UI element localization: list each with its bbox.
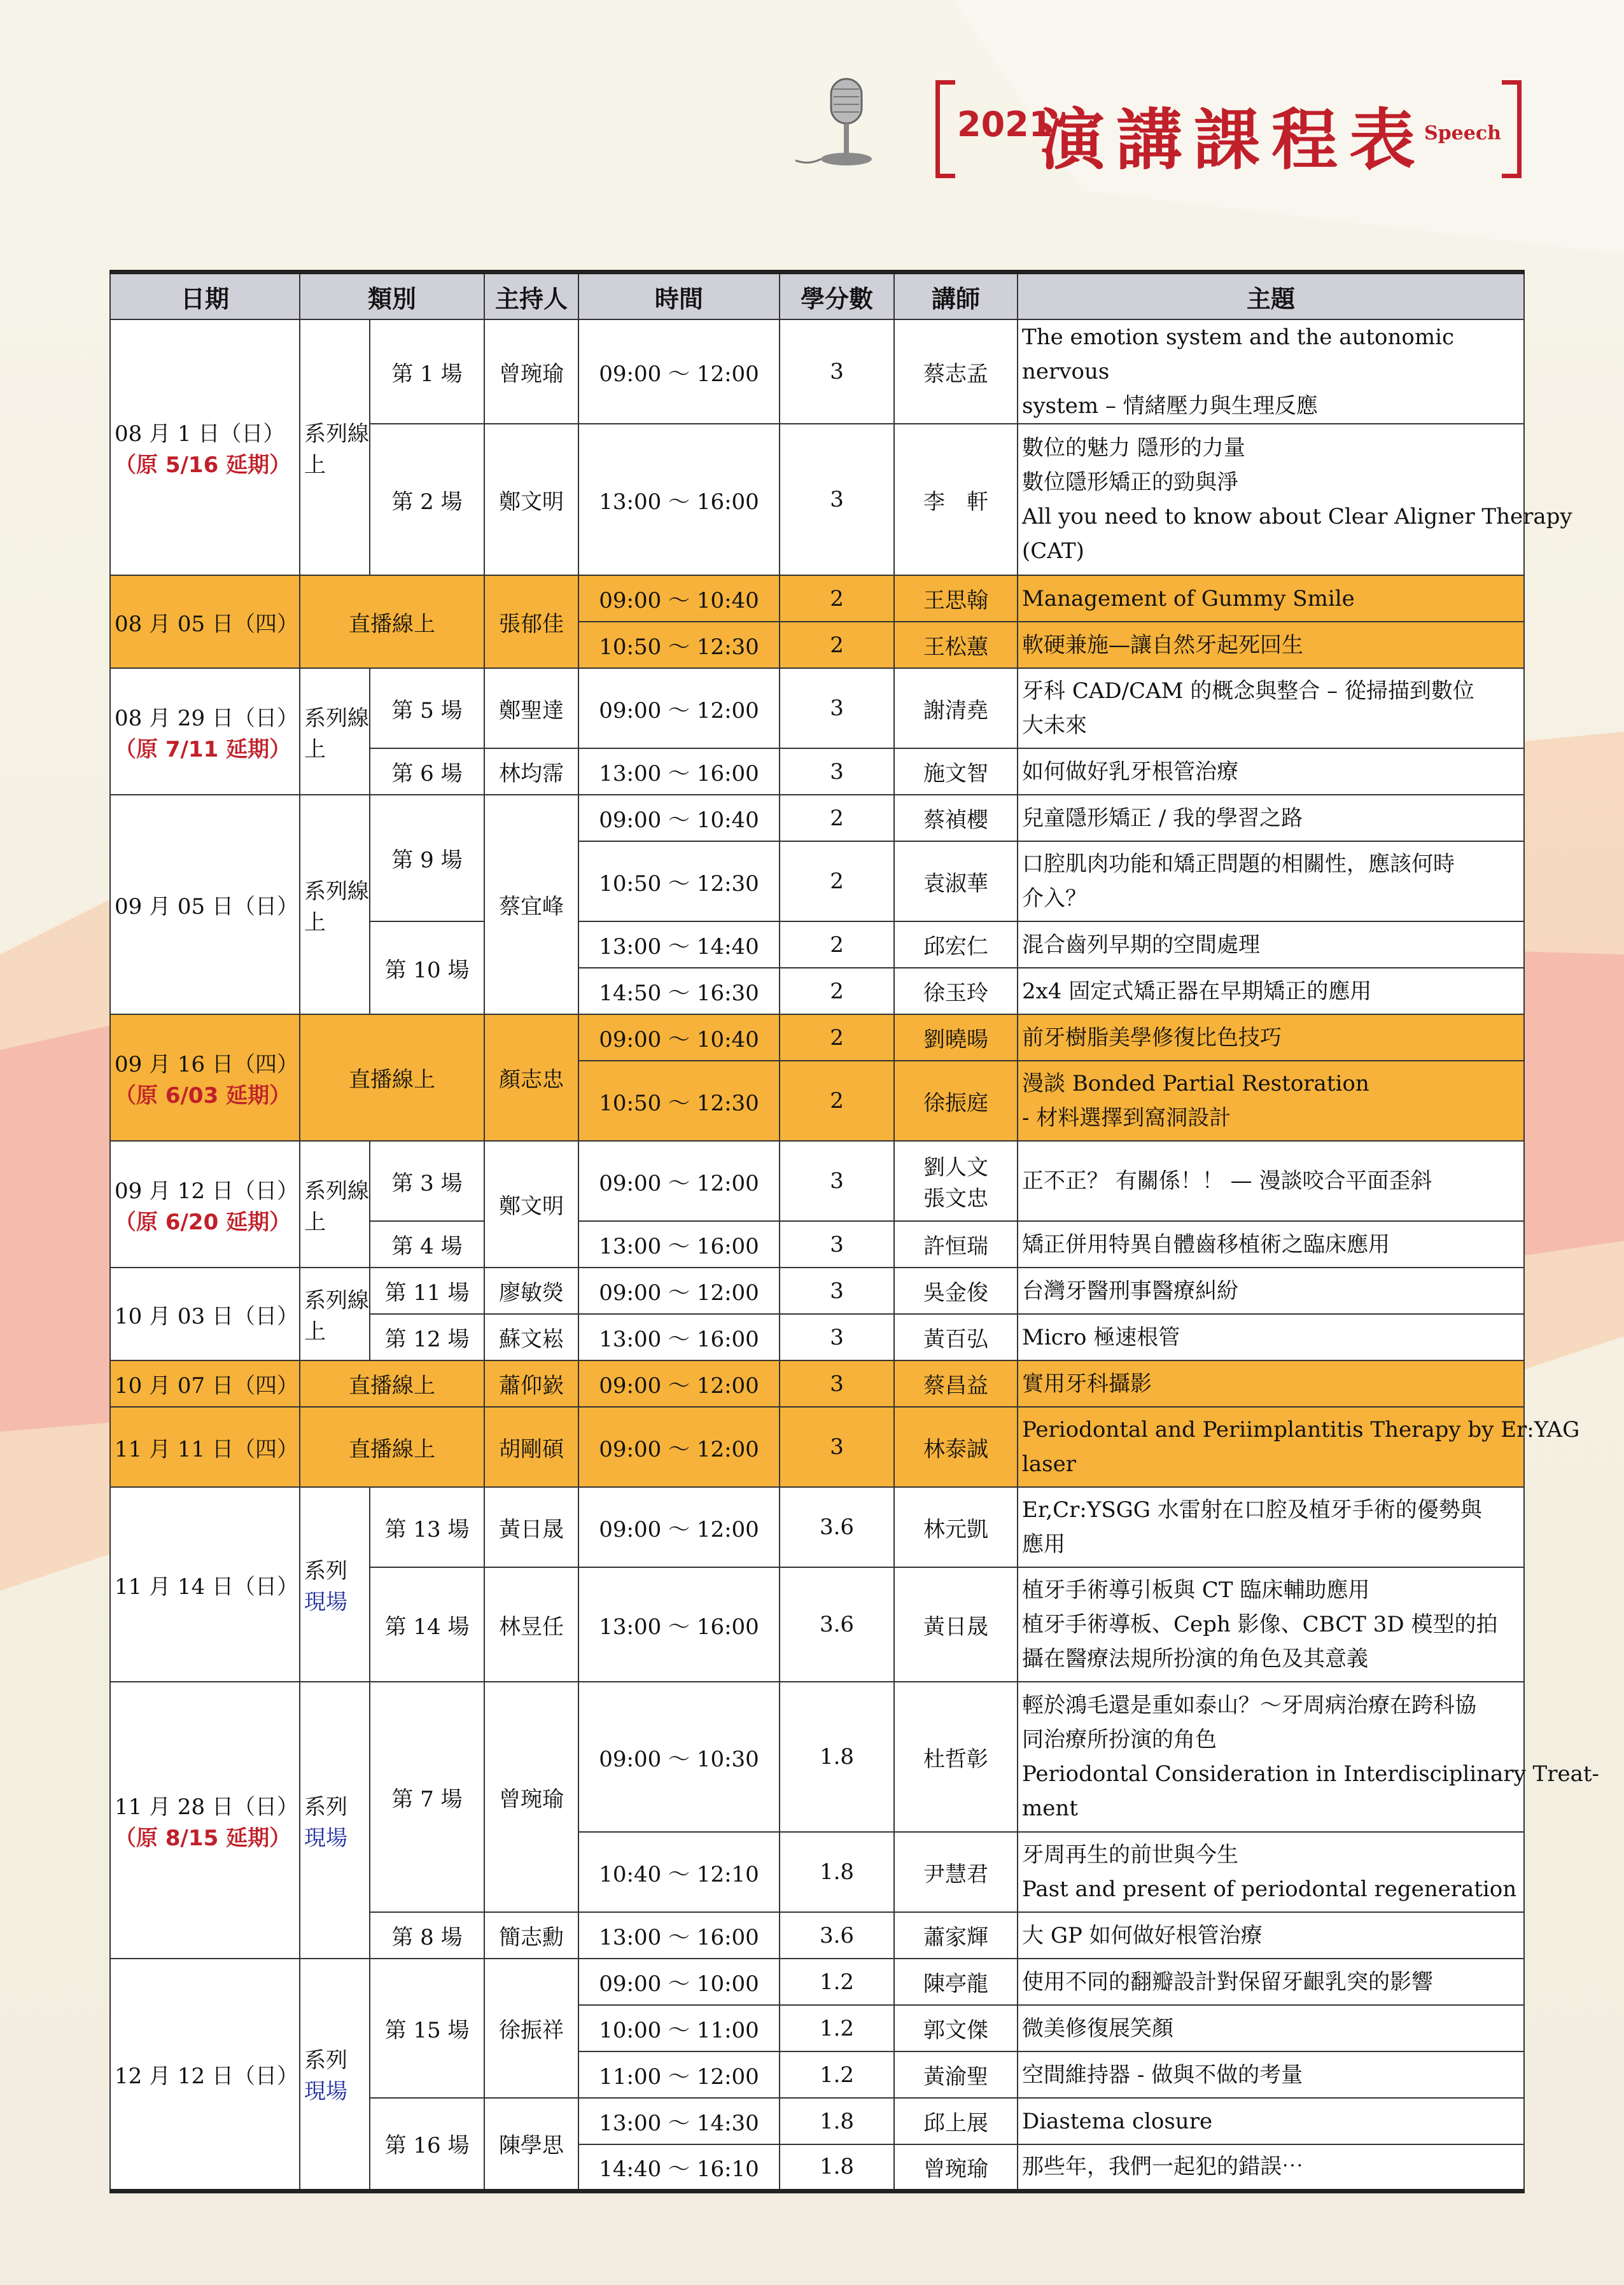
topic-cell: 軟硬兼施—讓自然牙起死回生 bbox=[1018, 622, 1524, 668]
topic-cell: 台灣牙醫刑事醫療糾紛 bbox=[1018, 1268, 1524, 1314]
date-text: 09 月 16 日（四） bbox=[115, 1051, 298, 1077]
table-row bbox=[110, 1014, 1524, 1061]
table-row bbox=[110, 1268, 1524, 1314]
microphone-icon bbox=[802, 70, 916, 178]
time-cell: 13:00 ～ 16:00 bbox=[578, 1567, 780, 1682]
credit-cell: 2 bbox=[780, 841, 894, 921]
header-lecturer: 講師 bbox=[894, 272, 1018, 320]
type-cell: 直播線上 bbox=[300, 1014, 484, 1141]
lecturer-cell: 曾琬瑜 bbox=[894, 2144, 1018, 2191]
lecturer-cell: 施文智 bbox=[894, 748, 1018, 795]
credit-cell: 3 bbox=[780, 1407, 894, 1487]
time-cell: 09:00 ～ 10:40 bbox=[578, 795, 780, 841]
topic-cell bbox=[1018, 1487, 1524, 1567]
topic-cell: 兒童隱形矯正 / 我的學習之路 bbox=[1018, 795, 1524, 841]
topic-line: Er,Cr:YSGG 水雷射在口腔及植牙手術的優勢與 bbox=[1022, 1497, 1482, 1523]
header-type: 類別 bbox=[300, 272, 484, 320]
time-cell: 09:00 ～ 12:00 bbox=[578, 1141, 780, 1221]
topic-line: 植牙手術導板、Ceph 影像、CBCT 3D 模型的拍 bbox=[1022, 1612, 1498, 1637]
schedule-table bbox=[109, 270, 1600, 2193]
topic-line: 輕於鴻毛還是重如泰山？～牙周病治療在跨科協 bbox=[1022, 1693, 1477, 1718]
credit-cell: 3 bbox=[780, 424, 894, 575]
lecturer-cell: 邱宏仁 bbox=[894, 921, 1018, 968]
date-cell bbox=[110, 1014, 300, 1141]
type-series: 系列 bbox=[304, 1794, 347, 1820]
session-cell: 第 1 場 bbox=[370, 319, 484, 424]
lecturer-cell: 劉曉暘 bbox=[894, 1014, 1018, 1061]
type-series: 系列 bbox=[304, 2048, 347, 2074]
credit-cell: 2 bbox=[780, 921, 894, 968]
time-cell: 13:00 ～ 16:00 bbox=[578, 1912, 780, 1959]
time-cell: 09:00 ～ 10:40 bbox=[578, 575, 780, 622]
table-row bbox=[110, 1141, 1524, 1221]
date-cell: 09 月 05 日（日） bbox=[110, 795, 300, 1014]
credit-cell: 2 bbox=[780, 968, 894, 1014]
topic-cell bbox=[1018, 319, 1524, 424]
topic-line: 攝在醫療法規所扮演的角色及其意義 bbox=[1022, 1646, 1369, 1672]
date-cell: 12 月 12 日（日） bbox=[110, 1959, 300, 2191]
host-cell: 蘇文崧 bbox=[484, 1314, 578, 1360]
credit-cell: 3 bbox=[780, 1268, 894, 1314]
session-cell: 第 5 場 bbox=[370, 668, 484, 748]
page-header bbox=[802, 70, 1527, 178]
lecturer-cell: 黃百弘 bbox=[894, 1314, 1018, 1360]
topic-cell bbox=[1018, 424, 1572, 575]
topic-cell: 前牙樹脂美學修復比色技巧 bbox=[1018, 1014, 1524, 1061]
topic-line: (CAT) bbox=[1022, 538, 1084, 564]
lecturer-cell: 尹慧君 bbox=[894, 1832, 1018, 1912]
credit-cell: 1.8 bbox=[780, 2098, 894, 2144]
credit-cell: 1.8 bbox=[780, 1832, 894, 1912]
host-cell: 胡剛碩 bbox=[484, 1407, 578, 1487]
time-cell: 10:50 ～ 12:30 bbox=[578, 841, 780, 921]
credit-cell: 1.8 bbox=[780, 2144, 894, 2191]
date-cell bbox=[110, 668, 300, 795]
session-cell: 第 16 場 bbox=[370, 2098, 484, 2191]
lecturer-cell: 徐振庭 bbox=[894, 1061, 1018, 1141]
topic-cell bbox=[1018, 668, 1524, 748]
table-row bbox=[110, 1682, 1524, 1832]
type-cell: 直播線上 bbox=[300, 575, 484, 668]
host-cell: 鄭文明 bbox=[484, 424, 578, 575]
credit-cell: 2 bbox=[780, 575, 894, 622]
type-cell bbox=[300, 1959, 370, 2191]
right-bracket bbox=[1502, 80, 1522, 178]
type-cell bbox=[300, 1487, 370, 1682]
time-cell: 13:00 ～ 14:30 bbox=[578, 2098, 780, 2144]
postponed-note: （原 6/03 延期） bbox=[115, 1082, 291, 1108]
date-text: 08 月 29 日（日） bbox=[115, 705, 298, 731]
session-cell: 第 15 場 bbox=[370, 1959, 484, 2098]
time-cell: 13:00 ～ 16:00 bbox=[578, 748, 780, 795]
date-text: 11 月 28 日（日） bbox=[115, 1794, 298, 1820]
type-onsite: 現場 bbox=[304, 1825, 347, 1851]
time-cell: 13:00 ～ 16:00 bbox=[578, 424, 780, 575]
lecturer-cell: 黃渝聖 bbox=[894, 2051, 1018, 2098]
lecturer-cell: 蔡禎櫻 bbox=[894, 795, 1018, 841]
topic-line: 同治療所扮演的角色 bbox=[1022, 1727, 1217, 1752]
type-cell bbox=[300, 1682, 370, 1959]
lecturer-name: 劉人文 bbox=[923, 1155, 989, 1180]
lecturer-cell: 王松蕙 bbox=[894, 622, 1018, 668]
topic-cell: 2x4 固定式矯正器在早期矯正的應用 bbox=[1018, 968, 1524, 1014]
table-header-row bbox=[110, 272, 1524, 320]
time-cell: 10:00 ～ 11:00 bbox=[578, 2005, 780, 2051]
credit-cell: 2 bbox=[780, 1014, 894, 1061]
header-host: 主持人 bbox=[484, 272, 578, 320]
type-cell: 系列線上 bbox=[300, 1141, 370, 1268]
type-cell: 直播線上 bbox=[300, 1360, 484, 1407]
time-cell: 09:00 ～ 12:00 bbox=[578, 319, 780, 424]
topic-cell: 大 GP 如何做好根管治療 bbox=[1018, 1912, 1524, 1959]
topic-line: 數位的魅力 隱形的力量 bbox=[1022, 435, 1245, 461]
table-row bbox=[110, 319, 1524, 424]
host-cell: 鄭聖達 bbox=[484, 668, 578, 748]
lecturer-cell bbox=[894, 1141, 1018, 1221]
time-cell: 09:00 ～ 12:00 bbox=[578, 1407, 780, 1487]
host-cell: 蕭仰嶔 bbox=[484, 1360, 578, 1407]
topic-line: 介入？ bbox=[1022, 886, 1088, 911]
date-cell bbox=[110, 1682, 300, 1959]
topic-line: 數位隱形矯正的勁與淨 bbox=[1022, 470, 1239, 495]
host-cell: 顏志忠 bbox=[484, 1014, 578, 1141]
postponed-note: （原 6/20 延期） bbox=[115, 1209, 291, 1235]
table-row bbox=[110, 575, 1524, 622]
topic-line: ment bbox=[1022, 1796, 1078, 1821]
host-cell: 鄭文明 bbox=[484, 1141, 578, 1268]
table-row bbox=[110, 1959, 1524, 2005]
credit-cell: 2 bbox=[780, 1061, 894, 1141]
lecturer-cell: 蔡志孟 bbox=[894, 319, 1018, 424]
session-cell: 第 8 場 bbox=[370, 1912, 484, 1959]
lecturer-cell: 郭文傑 bbox=[894, 2005, 1018, 2051]
date-text: 09 月 12 日（日） bbox=[115, 1178, 298, 1204]
session-cell: 第 11 場 bbox=[370, 1268, 484, 1314]
topic-cell bbox=[1018, 1567, 1524, 1682]
time-cell: 09:00 ～ 10:00 bbox=[578, 1959, 780, 2005]
time-cell: 11:00 ～ 12:00 bbox=[578, 2051, 780, 2098]
time-cell: 09:00 ～ 10:30 bbox=[578, 1682, 780, 1832]
topic-line: All you need to know about Clear Aligner Therapy bbox=[1022, 504, 1572, 529]
lecturer-cell: 邱上展 bbox=[894, 2098, 1018, 2144]
credit-cell: 3 bbox=[780, 1221, 894, 1268]
topic-line: 植牙手術導引板與 CT 臨床輔助應用 bbox=[1022, 1577, 1370, 1603]
credit-cell: 3 bbox=[780, 1360, 894, 1407]
time-cell: 09:00 ～ 10:40 bbox=[578, 1014, 780, 1061]
date-cell: 11 月 11 日（四） bbox=[110, 1407, 300, 1487]
topic-cell: 矯正併用特異自體齒移植術之臨床應用 bbox=[1018, 1221, 1524, 1268]
title-subtitle: Speech bbox=[1424, 122, 1501, 144]
header-date: 日期 bbox=[110, 272, 300, 320]
credit-cell: 1.2 bbox=[780, 2051, 894, 2098]
topic-cell bbox=[1018, 841, 1524, 921]
postponed-note: （原 5/16 延期） bbox=[115, 452, 291, 478]
session-cell: 第 2 場 bbox=[370, 424, 484, 575]
host-cell: 林昱任 bbox=[484, 1567, 578, 1682]
date-cell: 08 月 05 日（四） bbox=[110, 575, 300, 668]
topic-line: Periodontal Consideration in Interdisciplinary Treat- bbox=[1022, 1761, 1600, 1787]
topic-cell: Diastema closure bbox=[1018, 2098, 1524, 2144]
credit-cell: 3.6 bbox=[780, 1567, 894, 1682]
date-cell: 10 月 07 日（四） bbox=[110, 1360, 300, 1407]
topic-cell bbox=[1018, 1832, 1524, 1912]
type-cell: 直播線上 bbox=[300, 1407, 484, 1487]
topic-line: 牙周再生的前世與今生 bbox=[1022, 1842, 1239, 1868]
topic-line: Periodontal and Periimplantitis Therapy by Er:YAG bbox=[1022, 1417, 1580, 1443]
table-row bbox=[110, 668, 1524, 748]
date-text: 08 月 1 日（日） bbox=[115, 421, 285, 447]
session-cell: 第 6 場 bbox=[370, 748, 484, 795]
session-cell: 第 9 場 bbox=[370, 795, 484, 921]
topic-line: 大未來 bbox=[1022, 713, 1088, 738]
session-cell: 第 12 場 bbox=[370, 1314, 484, 1360]
table-row bbox=[110, 1360, 1524, 1407]
header-credits: 學分數 bbox=[780, 272, 894, 320]
lecturer-cell: 杜哲彰 bbox=[894, 1682, 1018, 1832]
time-cell: 09:00 ～ 12:00 bbox=[578, 1487, 780, 1567]
time-cell: 10:40 ～ 12:10 bbox=[578, 1832, 780, 1912]
table-row bbox=[110, 1407, 1524, 1487]
topic-line: The emotion system and the autonomic nervous bbox=[1022, 325, 1455, 384]
topic-cell: 使用不同的翻瓣設計對保留牙齦乳突的影響 bbox=[1018, 1959, 1524, 2005]
credit-cell: 1.2 bbox=[780, 2005, 894, 2051]
date-cell bbox=[110, 1141, 300, 1268]
topic-cell: 正不正？ 有關係！！ — 漫談咬合平面歪斜 bbox=[1018, 1141, 1524, 1221]
host-cell: 徐振祥 bbox=[484, 1959, 578, 2098]
date-cell: 11 月 14 日（日） bbox=[110, 1487, 300, 1682]
credit-cell: 3 bbox=[780, 668, 894, 748]
time-cell: 10:50 ～ 12:30 bbox=[578, 1061, 780, 1141]
header-time: 時間 bbox=[578, 272, 780, 320]
postponed-note: （原 8/15 延期） bbox=[115, 1825, 291, 1851]
lecturer-cell: 徐玉玲 bbox=[894, 968, 1018, 1014]
date-cell bbox=[110, 319, 300, 575]
topic-cell: 如何做好乳牙根管治療 bbox=[1018, 748, 1524, 795]
type-series: 系列 bbox=[304, 1558, 347, 1584]
time-cell: 09:00 ～ 12:00 bbox=[578, 1360, 780, 1407]
postponed-note: （原 7/11 延期） bbox=[115, 736, 291, 762]
topic-line: 牙科 CAD/CAM 的概念與整合 – 從掃描到數位 bbox=[1022, 678, 1474, 704]
lecturer-cell: 林元凱 bbox=[894, 1487, 1018, 1567]
credit-cell: 3.6 bbox=[780, 1487, 894, 1567]
type-cell: 系列線上 bbox=[300, 668, 370, 795]
time-cell: 09:00 ～ 12:00 bbox=[578, 1268, 780, 1314]
topic-cell: 空間維持器 - 做與不做的考量 bbox=[1018, 2051, 1524, 2098]
header-topic: 主題 bbox=[1018, 272, 1524, 320]
credit-cell: 2 bbox=[780, 795, 894, 841]
credit-cell: 1.8 bbox=[780, 1682, 894, 1832]
topic-cell: 微美修復展笑顏 bbox=[1018, 2005, 1524, 2051]
credit-cell: 1.2 bbox=[780, 1959, 894, 2005]
time-cell: 09:00 ～ 12:00 bbox=[578, 668, 780, 748]
table-row bbox=[110, 1487, 1524, 1567]
title-year: 2021 bbox=[957, 104, 1053, 144]
time-cell: 10:50 ～ 12:30 bbox=[578, 622, 780, 668]
date-cell: 10 月 03 日（日） bbox=[110, 1268, 300, 1360]
time-cell: 13:00 ～ 16:00 bbox=[578, 1221, 780, 1268]
time-cell: 14:40 ～ 16:10 bbox=[578, 2144, 780, 2191]
page-title: 演講課程表 bbox=[1039, 101, 1427, 179]
type-onsite: 現場 bbox=[304, 2079, 347, 2105]
lecturer-cell: 許恒瑞 bbox=[894, 1221, 1018, 1268]
topic-line: 漫談 Bonded Partial Restoration bbox=[1022, 1071, 1369, 1096]
type-cell: 系列線上 bbox=[300, 319, 370, 575]
lecturer-cell: 蕭家輝 bbox=[894, 1912, 1018, 1959]
topic-cell: 混合齒列早期的空間處理 bbox=[1018, 921, 1524, 968]
lecturer-cell: 林泰誠 bbox=[894, 1407, 1018, 1487]
session-cell: 第 4 場 bbox=[370, 1221, 484, 1268]
host-cell: 黃日晟 bbox=[484, 1487, 578, 1567]
type-cell: 系列線上 bbox=[300, 1268, 370, 1360]
host-cell: 張郁佳 bbox=[484, 575, 578, 668]
host-cell: 簡志勳 bbox=[484, 1912, 578, 1959]
credit-cell: 3.6 bbox=[780, 1912, 894, 1959]
host-cell: 廖敏熒 bbox=[484, 1268, 578, 1314]
time-cell: 13:00 ～ 16:00 bbox=[578, 1314, 780, 1360]
topic-line: 口腔肌肉功能和矯正問題的相關性，應該何時 bbox=[1022, 851, 1455, 877]
topic-line: 應用 bbox=[1022, 1532, 1066, 1557]
lecturer-cell: 黃日晟 bbox=[894, 1567, 1018, 1682]
topic-line: laser bbox=[1022, 1451, 1076, 1477]
topic-cell: Micro 極速根管 bbox=[1018, 1314, 1524, 1360]
topic-line: - 材料選擇到窩洞設計 bbox=[1022, 1105, 1231, 1131]
credit-cell: 3 bbox=[780, 1314, 894, 1360]
credit-cell: 3 bbox=[780, 1141, 894, 1221]
topic-cell: Management of Gummy Smile bbox=[1018, 575, 1524, 622]
topic-cell bbox=[1018, 1407, 1580, 1487]
topic-line: Past and present of periodontal regeneration bbox=[1022, 1876, 1517, 1902]
lecturer-cell: 王思翰 bbox=[894, 575, 1018, 622]
lecturer-name: 張文忠 bbox=[923, 1186, 989, 1212]
lecturer-cell: 李 軒 bbox=[894, 424, 1018, 575]
table-row bbox=[110, 795, 1524, 841]
lecturer-cell: 謝清堯 bbox=[894, 668, 1018, 748]
credit-cell: 2 bbox=[780, 622, 894, 668]
lecturer-cell: 蔡昌益 bbox=[894, 1360, 1018, 1407]
lecturer-cell: 吳金俊 bbox=[894, 1268, 1018, 1314]
host-cell: 陳學思 bbox=[484, 2098, 578, 2191]
session-cell: 第 13 場 bbox=[370, 1487, 484, 1567]
topic-cell bbox=[1018, 1061, 1524, 1141]
session-cell: 第 7 場 bbox=[370, 1682, 484, 1912]
type-cell: 系列線上 bbox=[300, 795, 370, 1014]
topic-line: system – 情緒壓力與生理反應 bbox=[1022, 393, 1318, 419]
host-cell: 曾琬瑜 bbox=[484, 319, 578, 424]
session-cell: 第 14 場 bbox=[370, 1567, 484, 1682]
left-bracket bbox=[935, 80, 955, 178]
time-cell: 13:00 ～ 14:40 bbox=[578, 921, 780, 968]
lecturer-cell: 袁淑華 bbox=[894, 841, 1018, 921]
session-cell: 第 10 場 bbox=[370, 921, 484, 1014]
type-onsite: 現場 bbox=[304, 1590, 347, 1615]
session-cell: 第 3 場 bbox=[370, 1141, 484, 1221]
host-cell: 蔡宜峰 bbox=[484, 795, 578, 1014]
credit-cell: 3 bbox=[780, 748, 894, 795]
time-cell: 14:50 ～ 16:30 bbox=[578, 968, 780, 1014]
topic-cell: 那些年，我們一起犯的錯誤⋯ bbox=[1018, 2144, 1524, 2191]
credit-cell: 3 bbox=[780, 319, 894, 424]
lecturer-cell: 陳亭龍 bbox=[894, 1959, 1018, 2005]
host-cell: 曾琬瑜 bbox=[484, 1682, 578, 1912]
host-cell: 林均霈 bbox=[484, 748, 578, 795]
topic-cell bbox=[1018, 1682, 1600, 1832]
topic-cell: 實用牙科攝影 bbox=[1018, 1360, 1524, 1407]
